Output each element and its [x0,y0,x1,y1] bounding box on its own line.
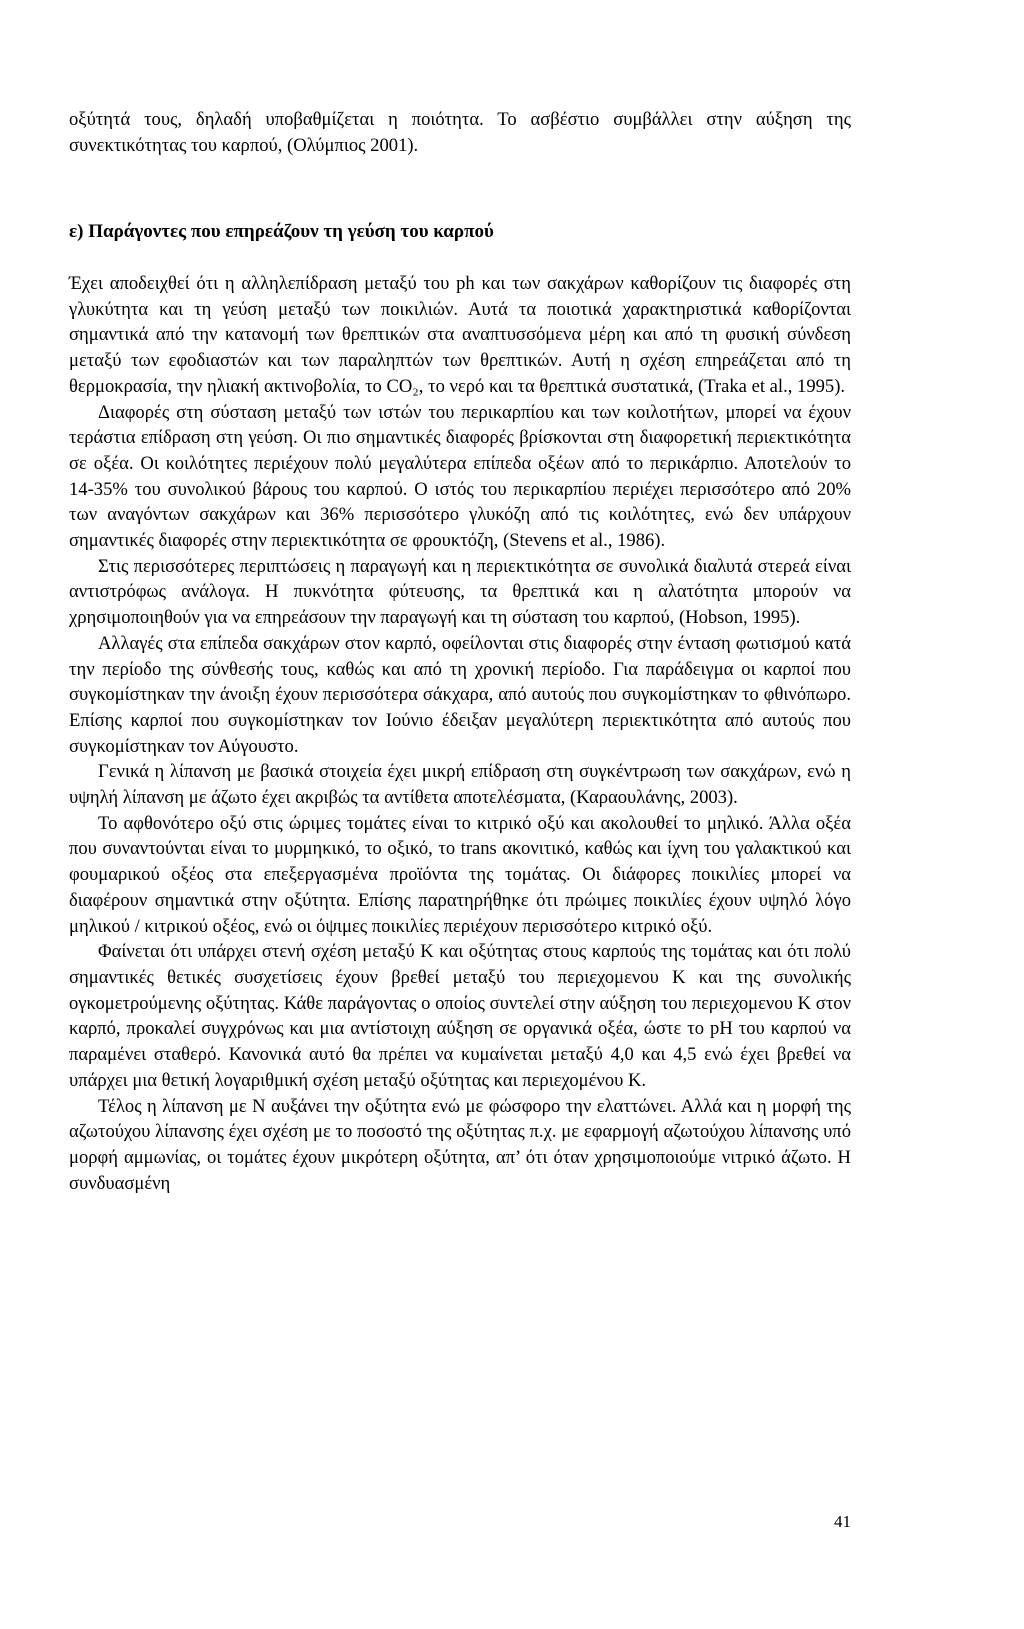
paragraph-ph-sugars: Έχει αποδειχθεί ότι η αλληλεπίδραση μεταξύ του ph και των σακχάρων καθορίζουν τις διαφορές στη γλυκύτητα και τη γεύση μεταξύ των ποικιλιών. Αυτά τα ποιοτικά χαρακτηριστικά καθορίζονται σημαντικά από την κατανομή των θρεπτικών στα αναπτυσσόμενα μέρη και από τη φυσική σύνδεση μεταξύ των εφοδιαστών και των παραληπτών των θρεπτικών. Αυτή η σχέση επηρεάζεται από τη θερμοκρασία, την ηλιακή ακτινοβολία, το CO₂, το νερό και τα θρεπτικά συστατικά, (Traka et al., 1995). [69,273,851,397]
paragraph-potassium-acidity: Φαίνεται ότι υπάρχει στενή σχέση μεταξύ Κ και οξύτητας στους καρπούς της τομάτας και ότι πολύ σημαντικές θετικές συσχετίσεις έχουν βρεθεί μεταξύ του περιεχομενου Κ και της συνολικής ογκομετρούμενης οξύτητας. Κάθε παράγοντας ο οποίος συντελεί στην αύξηση του περιεχομενου Κ στον καρπό, προκαλεί συγχρόνως και μια αντίστοιχη αύξηση σε οργανικά οξέα, ώστε το pH του καρπού να παραμένει σταθερό. Κανονικά αυτό θα πρέπει να κυμαίνεται μεταξύ 4,0 και 4,5 ενώ έχει βρεθεί να υπάρχει μια θετική λογαριθμική σχέση μεταξύ οξύτητας και περιεχομένου Κ. [69,941,851,1091]
paragraph-acids: Το αφθονότερο οξύ στις ώριμες τομάτες είναι το κιτρικό οξύ και ακολουθεί το μηλικό. Άλλα οξέα που συναντούνται είναι το μυρμηκικό, το οξικό, το trans ακονιτικό, καθώς και ίχνη του γαλακτικού και φουμαρικού οξέος στα επεξεργασμένα προϊόντα της τομάτας. Οι διάφορες ποικιλίες μπορεί να διαφέρουν σημαντικά στην οξύτητα. Επίσης παρατηρήθηκε ότι πρώιμες ποικιλίες έχουν υψηλό λόγο μηλικού / κιτρικού οξέος, ενώ οι όψιμες ποικιλίες περιέχουν περισσότερο κιτρικό οξύ. [69,812,851,937]
page-number: 41 [834,1512,851,1531]
section-heading: ε) Παράγοντες που επηρεάζουν τη γεύση του καρπού [69,221,494,242]
paragraph-fertilization-sugars: Γενικά η λίπανση με βασικά στοιχεία έχει μικρή επίδραση στη συγκέντρωση των σακχάρων, ενώ η υψηλή λίπανση με άζωτο έχει ακριβώς τα αντίθετα αποτελέσματα, (Καραουλάνης, 2003). [69,761,851,809]
paragraph-nitrogen-acidity: Τέλος η λίπανση με Ν αυξάνει την οξύτητα ενώ με φώσφορο την ελαττώνει. Αλλά και η μορφή της αζωτούχου λίπανσης έχει σχέση με το ποσοστό της οξύτητας π.χ. με εφαρμογή αζωτούχου λίπανσης υπό μορφή αμμωνίας, οι τομάτες έχουν μικρότερη οξύτητα, απ’ ότι όταν χρησιμοποιούμε νιτρικό άζωτο. Η συνδυασμένη [69,1095,851,1194]
intro-paragraph: οξύτητά τους, δηλαδή υποβαθμίζεται η ποιότητα. Το ασβέστιο συμβάλλει στην αύξηση της συνεκτικότητας του καρπού, (Ολύμπιος 2001). [69,109,851,156]
paragraph-production-solids: Στις περισσότερες περιπτώσεις η παραγωγή και η περιεκτικότητα σε συνολικά διαλυτά στερεά είναι αντιστρόφως ανάλογα. Η πυκνότητα φύτευσης, τα θρεπτικά και η αλατότητα μπορούν να χρησιμοποιηθούν για να επηρεάσουν την παραγωγή και τη σύσταση του καρπού, (Hobson, 1995). [69,555,851,629]
intro-text-block [69,107,851,158]
body-text-block [69,271,851,1196]
paragraph-sugar-changes: Αλλαγές στα επίπεδα σακχάρων στον καρπό, οφείλονται στις διαφορές στην ένταση φωτισμού κατά την περίοδο της σύνθεσής τους, καθώς και από τη χρονική περίοδο. Για παράδειγμα οι καρποί που συγκομίστηκαν την άνοιξη έχουν περισσότερα σάκχαρα, από αυτούς που συγκομίστηκαν το φθινόπωρο. Επίσης καρποί που συγκομίστηκαν τον Ιούνιο έδειξαν μεγαλύτερη περιεκτικότητα από αυτούς που συγκομίστηκαν τον Αύγουστο. [69,632,851,757]
paragraph-tissue-differences: Διαφορές στη σύσταση μεταξύ των ιστών του περικαρπίου και των κοιλοτήτων, μπορεί να έχουν τεράστια επίδραση στη γεύση. Οι πιο σημαντικές διαφορές βρίσκονται στη διαφορετική περιεκτικότητα σε οξέα. Οι κοιλότητες περιέχουν πολύ μεγαλύτερα επίπεδα οξέων από το περικάρπιο. Αποτελούν το 14-35% του συνολικού βάρους του καρπού. Ο ιστός του περικαρπίου περιέχει περισσότερο από 20% των αναγόντων σακχάρων και 36% περισσότερο γλυκόζη από τις κοιλότητες, ενώ δεν υπάρχουν σημαντικές διαφορές στην περιεκτικότητα σε φρουκτόζη, (Stevens et al., 1986). [69,401,851,552]
